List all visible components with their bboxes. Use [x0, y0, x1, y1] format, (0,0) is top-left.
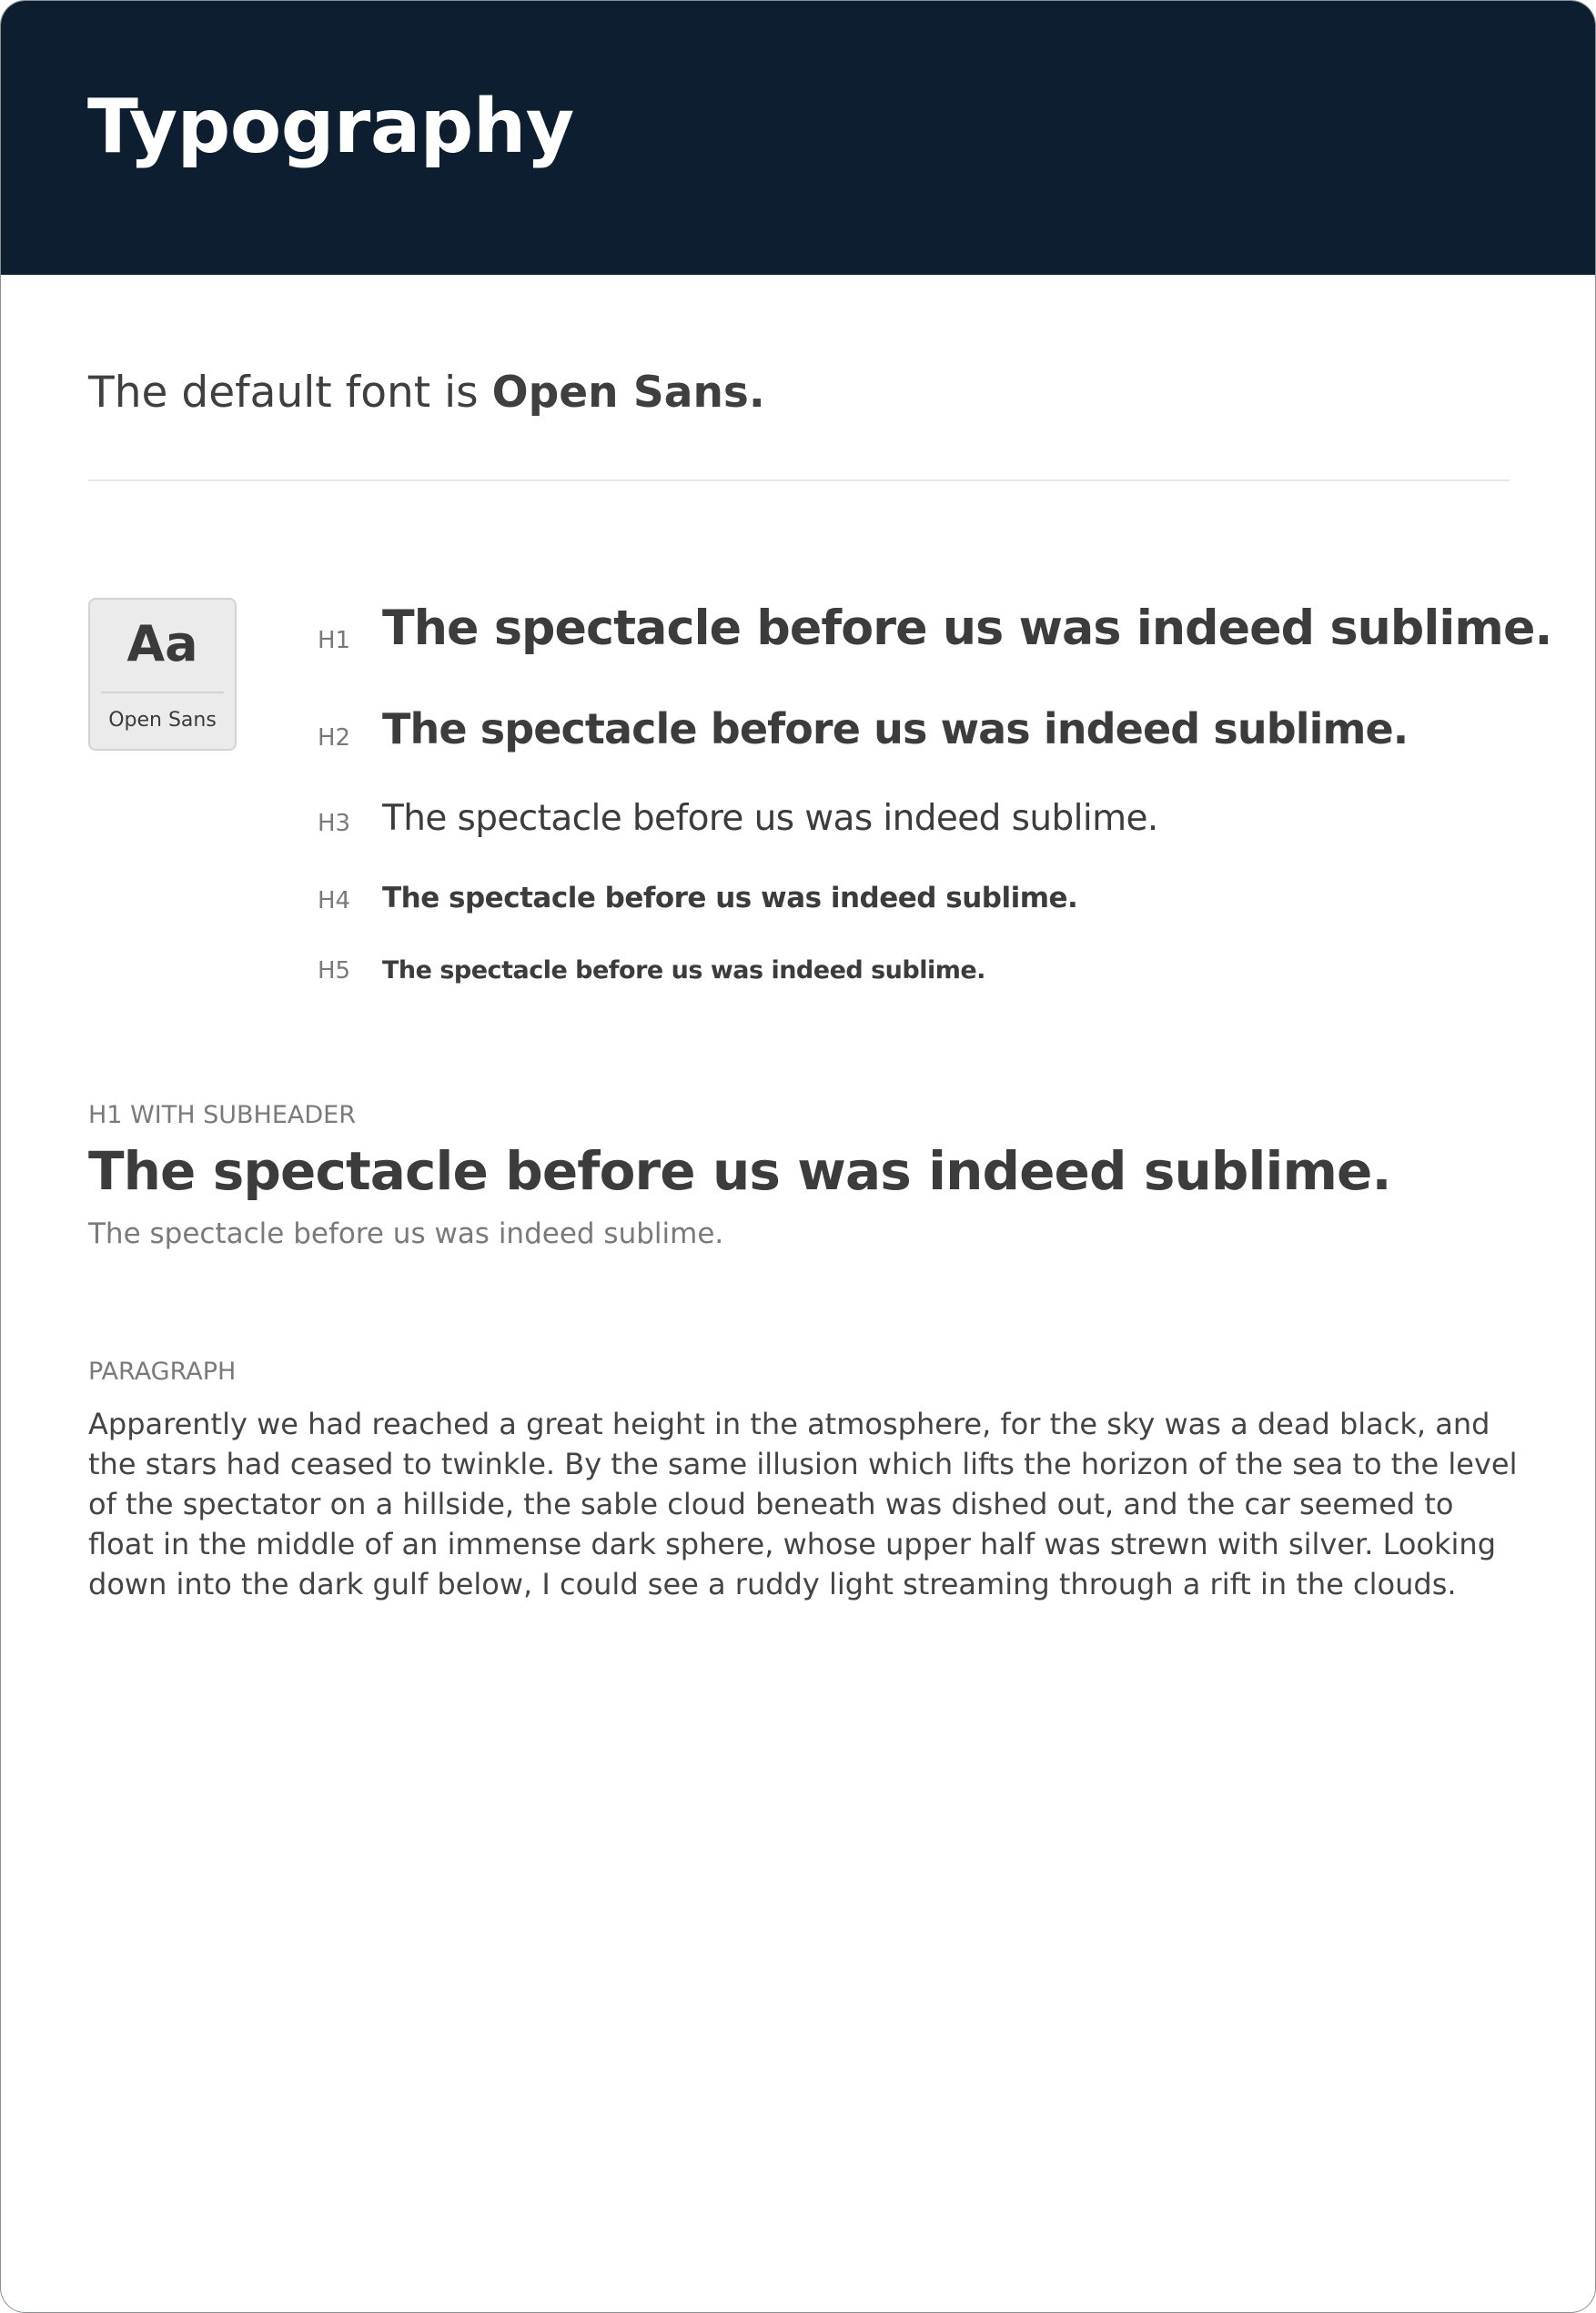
subheader-text: The spectacle before us was indeed sublime. — [88, 1217, 724, 1250]
heading-level-tag: H1 — [318, 627, 351, 654]
header-banner — [1, 1, 1595, 275]
paragraph-line: the stars had ceased to twinkle. By the same illusion which lifts the horizon of the sea to the level — [88, 1447, 1518, 1481]
paragraph-sample — [88, 1404, 1518, 1604]
heading-sample-h1: The spectacle before us was indeed sublime. — [382, 601, 1552, 656]
paragraph-line: of the spectator on a hillside, the sable cloud beneath was dished out, and the car seemed to — [88, 1487, 1454, 1521]
heading-sample-h5: The spectacle before us was indeed sublime. — [382, 956, 985, 985]
paragraph-section-label: PARAGRAPH — [88, 1358, 237, 1386]
heading-sample-h4: The spectacle before us was indeed sublime. — [382, 882, 1078, 914]
paragraph-line: down into the dark gulf below, I could see a ruddy light streaming through a rift in the clouds. — [88, 1567, 1457, 1601]
font-specimen-name: Open Sans — [108, 709, 217, 732]
default-font-intro — [88, 368, 765, 418]
subheader-section-heading: The spectacle before us was indeed sublime. — [88, 1140, 1391, 1202]
page-title: Typography — [87, 84, 574, 170]
heading-sample-h2: The spectacle before us was indeed sublime. — [382, 704, 1409, 753]
font-specimen-tile — [88, 598, 237, 751]
paragraph-line: Apparently we had reached a great height in the atmosphere, for the sky was a dead black, and — [88, 1407, 1490, 1441]
intro-font-name: Open Sans. — [491, 368, 765, 418]
subheader-section-label: H1 WITH SUBHEADER — [88, 1101, 356, 1129]
heading-sample-h3: The spectacle before us was indeed sublime. — [382, 798, 1158, 839]
intro-prefix: The default font is — [88, 368, 492, 418]
paragraph-line: float in the middle of an immense dark sphere, whose upper half was strewn with silver. Looking — [88, 1527, 1497, 1561]
heading-level-tag: H3 — [318, 810, 351, 837]
font-specimen-glyph: Aa — [126, 615, 198, 672]
heading-level-tag: H4 — [318, 887, 351, 914]
heading-level-tag: H2 — [318, 724, 351, 752]
heading-level-tag: H5 — [318, 957, 351, 985]
font-specimen-divider — [101, 692, 224, 693]
section-divider — [88, 480, 1510, 481]
